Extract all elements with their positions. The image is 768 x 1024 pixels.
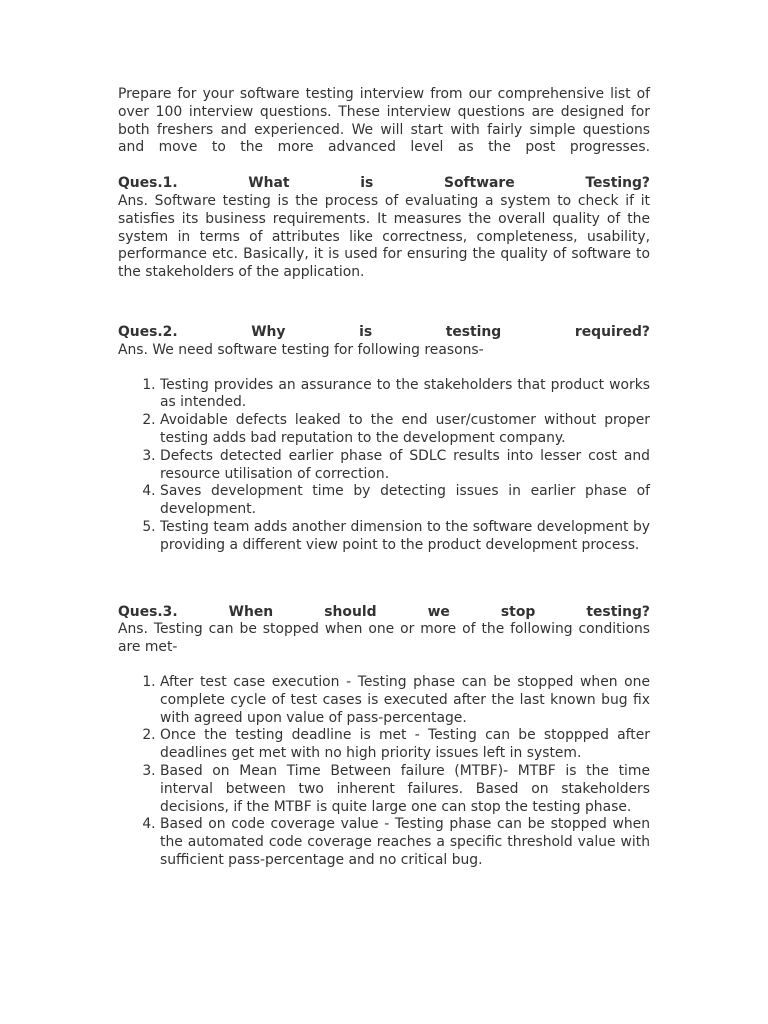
question-3 xyxy=(118,604,650,870)
question-2-list xyxy=(118,377,650,555)
question-3-answer: Ans. Testing can be stopped when one or more of the following conditions are met- xyxy=(118,621,650,656)
question-2-answer: Ans. We need software testing for following reasons- xyxy=(118,341,484,358)
list-item: 1. After test case execution - Testing phase can be stopped when one complete cycle of test cases is executed after the last known bug fix with agreed upon value of pass-percentage. xyxy=(160,674,650,727)
list-item: 1. Testing provides an assurance to the stakeholders that product works as intended. xyxy=(160,377,650,413)
document-page xyxy=(118,86,650,870)
list-item: 3. Based on Mean Time Between failure (MTBF)- MTBF is the time interval between two inherent failures. Based on stakeholders decisions, if the MTBF is quite large one can stop the testing phase. xyxy=(160,763,650,816)
list-item: 2. Avoidable defects leaked to the end user/customer without proper testing adds bad reputation to the development company. xyxy=(160,412,650,448)
list-item: 2. Once the testing deadline is met - Testing can be stoppped after deadlines get met with no high priority issues left in system. xyxy=(160,727,650,763)
intro-paragraph: Prepare for your software testing interview from our comprehensive list of over 100 interview questions. These interview questions are designed for both freshers and experienced. We will start with fairly simple questions and move to the more advanced level as the post progresses. xyxy=(118,86,650,156)
question-1 xyxy=(118,175,650,282)
question-2 xyxy=(118,324,650,555)
question-2-title: Ques.2. Why is testing required? xyxy=(118,323,650,340)
question-1-title: Ques.1. What is Software Testing? xyxy=(118,175,650,192)
question-1-answer: Ans. Software testing is the process of evaluating a system to check if it satisfies its business requirements. It measures the overall quality of the system in terms of attributes like correctness, completeness, usability, performance etc. Basically, it is used for ensuring the quality of software to the stakeholders of the application. xyxy=(118,192,650,281)
question-3-list xyxy=(118,674,650,870)
list-item: 4. Saves development time by detecting issues in earlier phase of development. xyxy=(160,483,650,519)
question-3-title: Ques.3. When should we stop testing? xyxy=(118,603,650,620)
list-item: 3. Defects detected earlier phase of SDLC results into lesser cost and resource utilisation of correction. xyxy=(160,448,650,484)
list-item: 5. Testing team adds another dimension to the software development by providing a different view point to the product development process. xyxy=(160,519,650,555)
list-item: 4. Based on code coverage value - Testing phase can be stopped when the automated code coverage reaches a specific threshold value with sufficient pass-percentage and no critical bug. xyxy=(160,816,650,869)
